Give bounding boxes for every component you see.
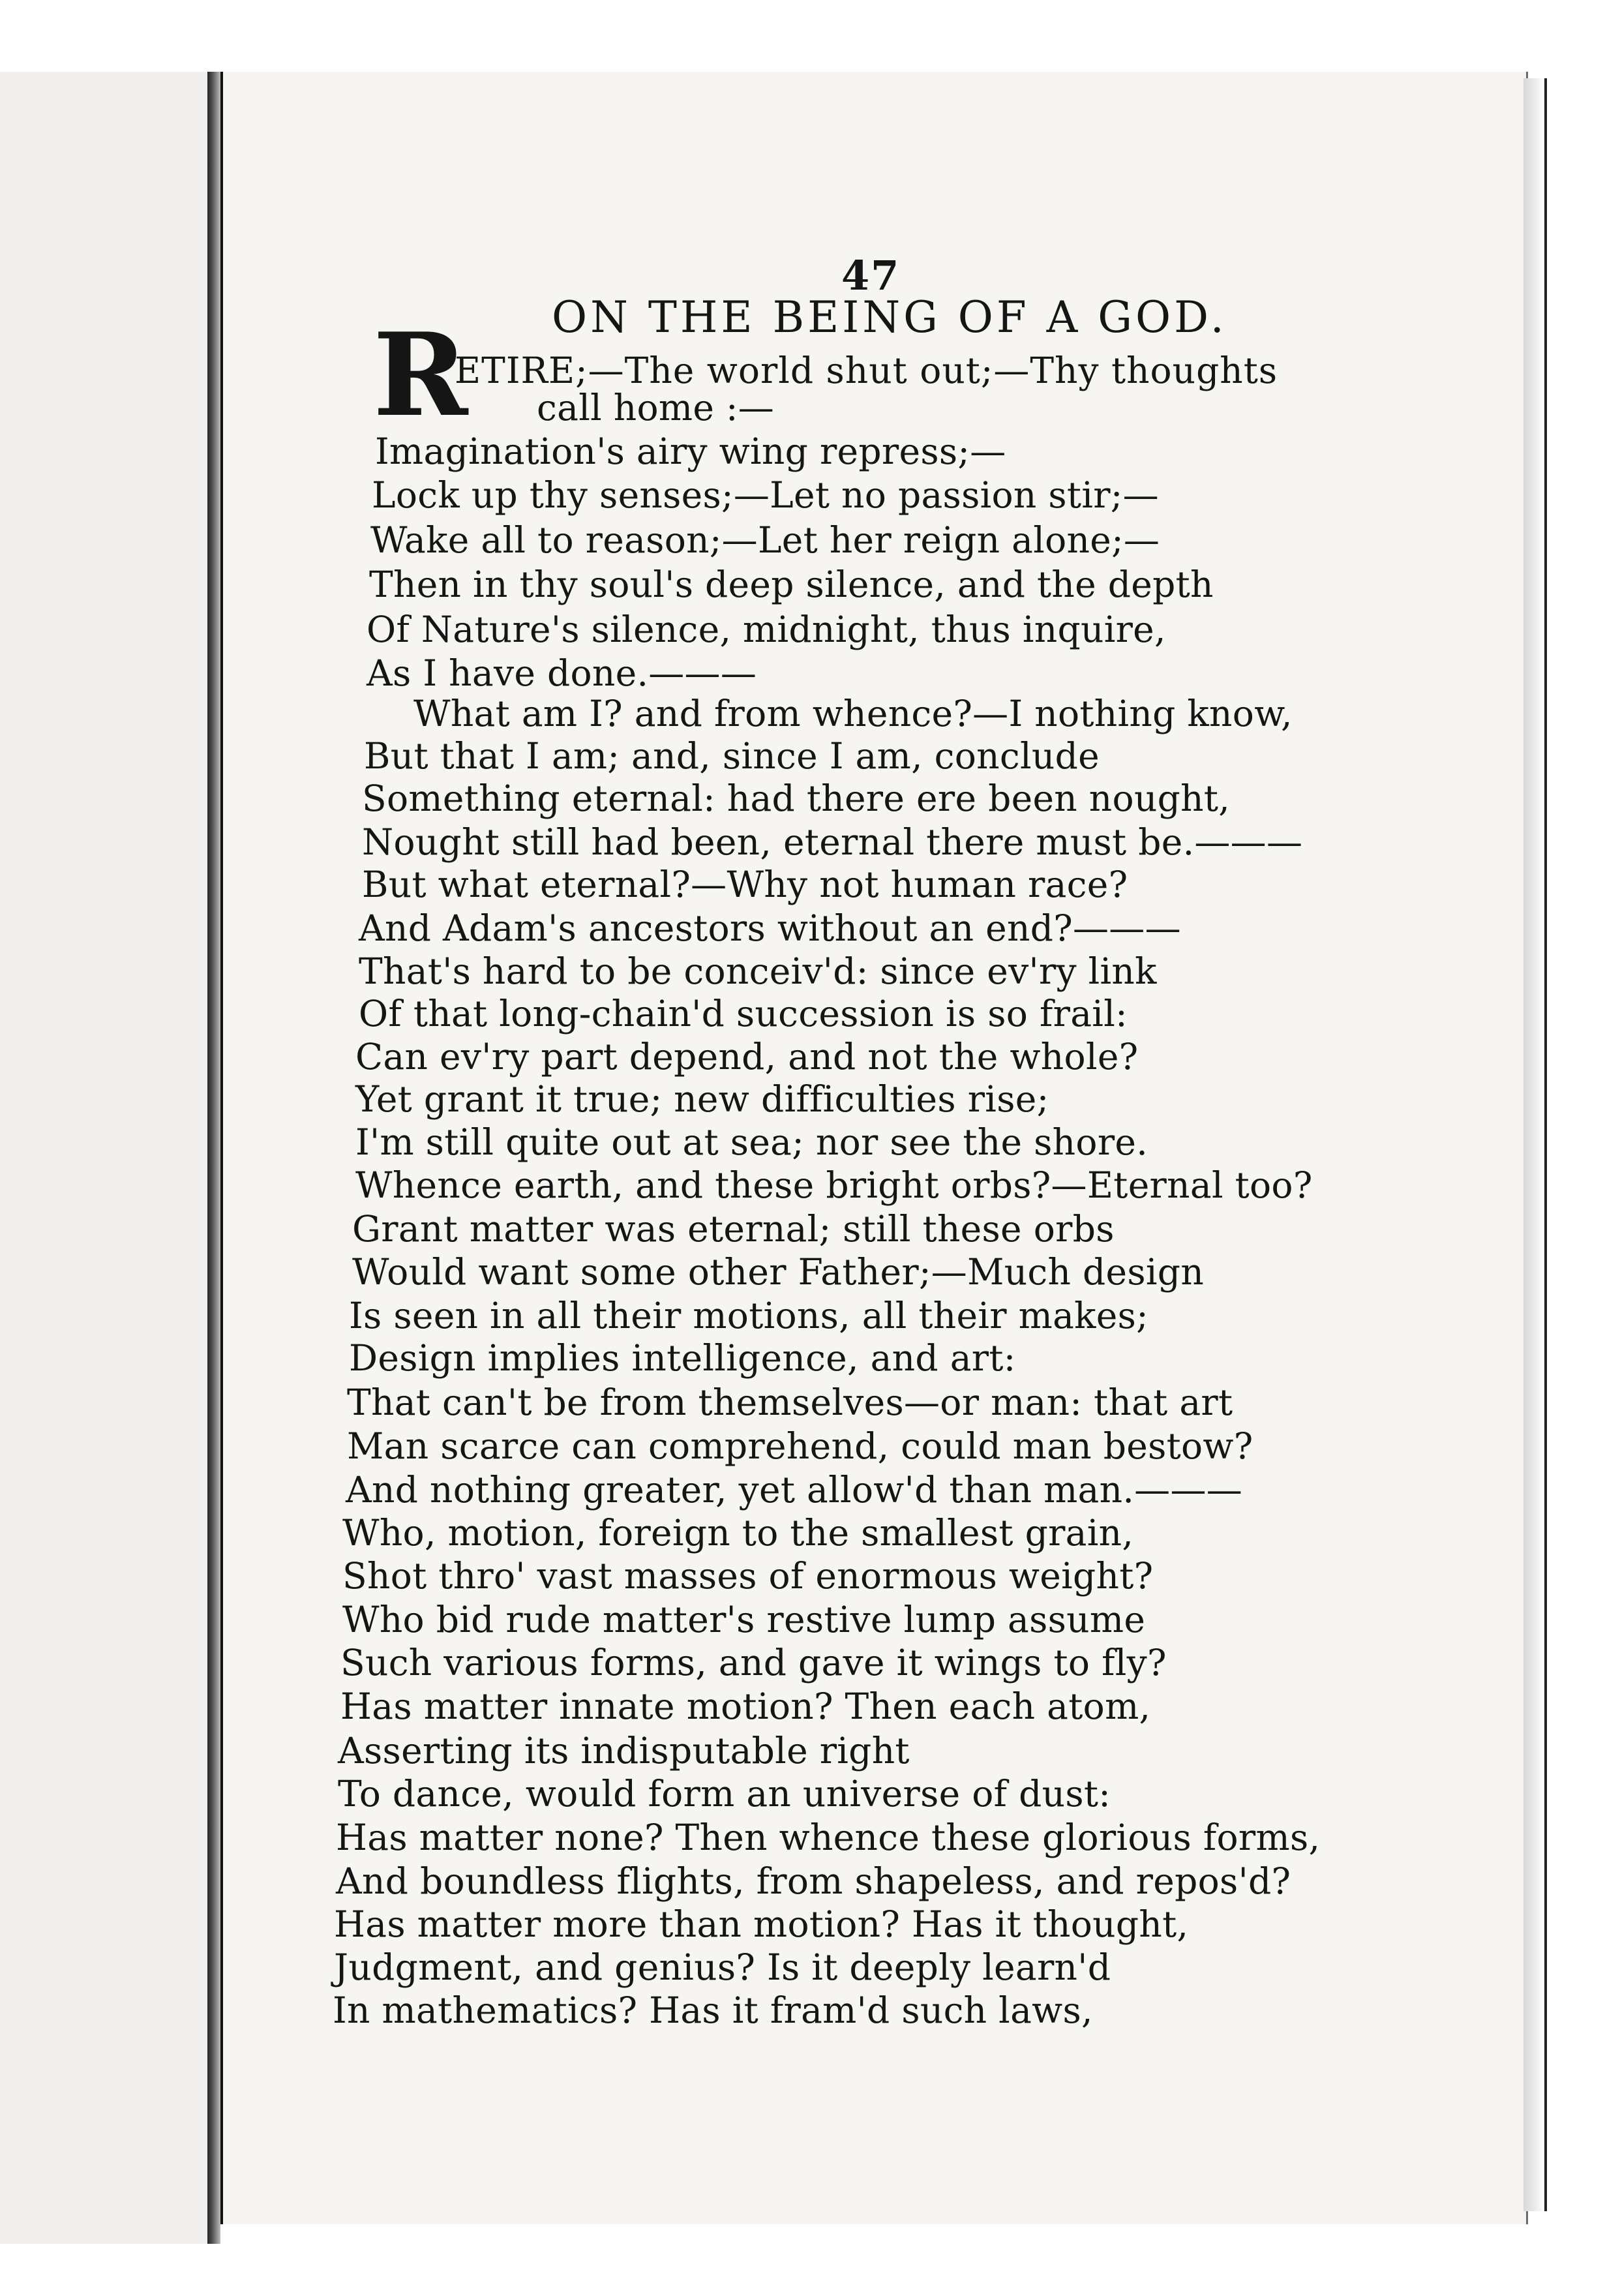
poem-title: ON THE BEING OF A GOD. (552, 292, 1227, 342)
drop-cap: R (373, 309, 468, 442)
poem-line: That's hard to be conceiv'd: since ev'ry link (359, 950, 1157, 992)
poem-line: Of that long-chain'd succession is so frail: (359, 993, 1128, 1035)
poem-line: As I have done.——— (367, 652, 757, 694)
poem-line: Who, motion, foreign to the smallest grain, (342, 1512, 1134, 1554)
first-line-text: ETIRE;—The world shut out;—Thy thoughts (455, 350, 1278, 391)
poem-line: Whence earth, and these bright orbs?—Eternal too? (355, 1164, 1313, 1206)
poem-line: Shot thro' vast masses of enormous weight? (342, 1555, 1154, 1597)
poem-line: Lock up thy senses;—Let no passion stir;— (372, 474, 1159, 516)
poem-line: And boundless flights, from shapeless, and repos'd? (336, 1860, 1291, 1902)
poem-line: Grant matter was eternal; still these orbs (352, 1208, 1115, 1250)
poem-line: Man scarce can comprehend, could man bestow? (347, 1425, 1253, 1467)
poem-line: Nought still had been, eternal there must be.——— (362, 821, 1303, 863)
poem-line: Design implies intelligence, and art: (349, 1337, 1016, 1379)
poem-line: I'm still quite out at sea; nor see the shore. (355, 1121, 1148, 1163)
poem-line: That can't be from themselves—or man: that art (347, 1382, 1233, 1423)
poem-line: call home :— (537, 387, 775, 429)
poem-line: Has matter innate motion? Then each atom, (340, 1685, 1151, 1727)
poem-line: But that I am; and, since I am, conclude (364, 735, 1100, 777)
poem-line: Who bid rude matter's restive lump assume (342, 1599, 1146, 1640)
page-number: 47 (841, 252, 901, 299)
poem-line: Judgment, and genius? Is it deeply learn'd (334, 1946, 1111, 1988)
poem-line: Of Nature's silence, midnight, thus inquire, (367, 609, 1166, 650)
poem-line: And nothing greater, yet allow'd than man.——— (346, 1469, 1243, 1511)
poem-line: What am I? and from whence?—I nothing know, (413, 693, 1293, 734)
poem-line: Wake all to reason;—Let her reign alone;— (370, 519, 1160, 561)
poem-line: Imagination's airy wing repress;— (375, 430, 1006, 472)
poem-line: Has matter none? Then whence these glorious forms, (336, 1817, 1321, 1858)
poem-line: Yet grant it true; new difficulties rise; (355, 1078, 1049, 1120)
poem-line: And Adam's ancestors without an end?——— (359, 907, 1181, 949)
poem-line: Would want some other Father;—Much design (352, 1251, 1205, 1293)
poem-line: Such various forms, and gave it wings to fly? (340, 1642, 1167, 1684)
poem-line: Asserting its indisputable right (338, 1730, 910, 1772)
poem-line: Is seen in all their motions, all their makes; (349, 1295, 1149, 1337)
poem-first-line (455, 350, 1278, 391)
poem-line: To dance, would form an universe of dust: (338, 1773, 1111, 1815)
poem-line: But what eternal?—Why not human race? (362, 864, 1128, 905)
poem-line: In mathematics? Has it fram'd such laws, (333, 1989, 1093, 2031)
poem-line: Then in thy soul's deep silence, and the depth (369, 564, 1214, 605)
poem-line: Something eternal: had there ere been nought, (362, 778, 1231, 819)
poem-line: Has matter more than motion? Has it thought, (334, 1903, 1189, 1945)
poem-line: Can ev'ry part depend, and not the whole? (355, 1036, 1139, 1078)
